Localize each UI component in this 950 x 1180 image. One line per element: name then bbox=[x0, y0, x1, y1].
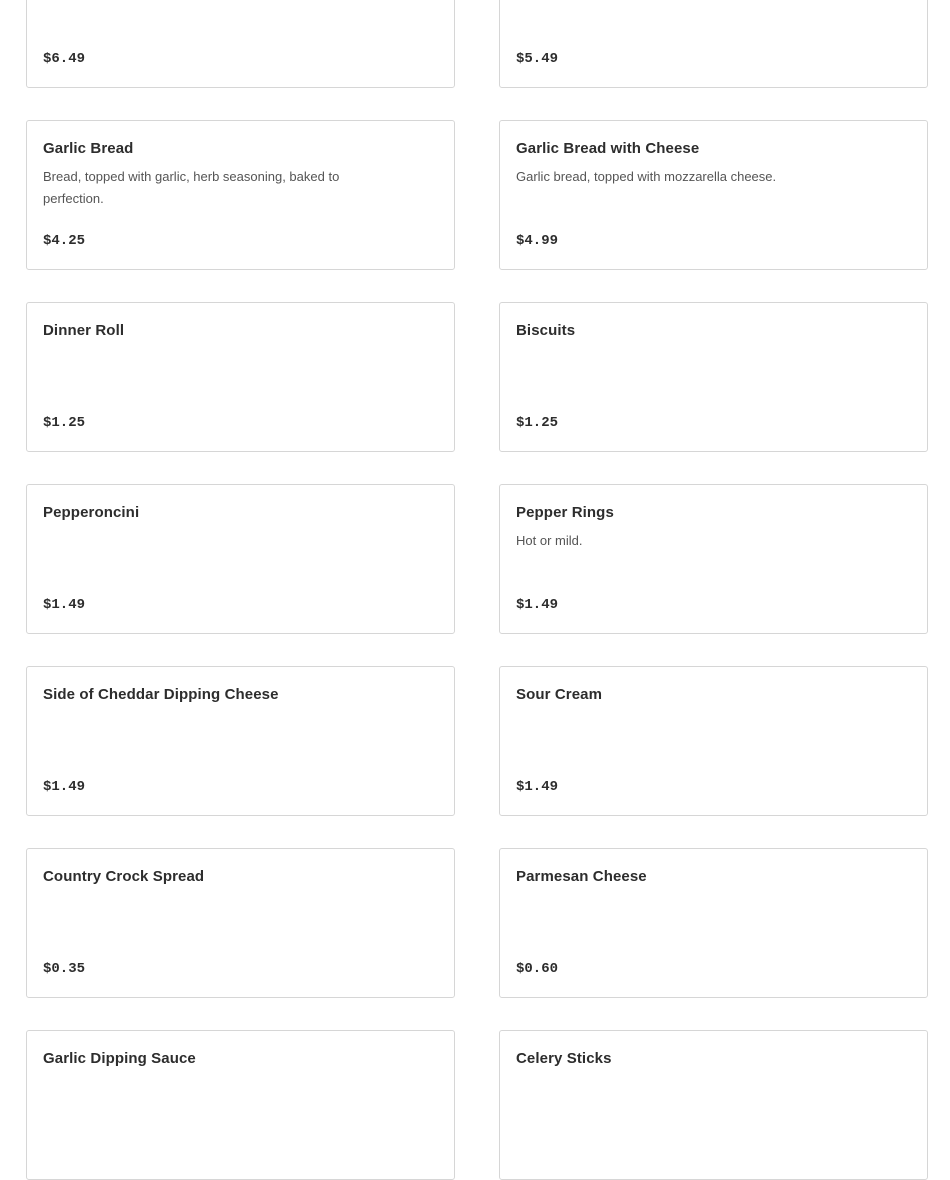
item-price: $1.25 bbox=[516, 415, 559, 431]
menu-item-card[interactable] bbox=[499, 1030, 928, 1180]
item-price: $4.25 bbox=[43, 233, 86, 249]
item-price: $0.35 bbox=[43, 961, 86, 977]
menu-item-card[interactable] bbox=[26, 848, 455, 998]
item-name: Garlic Dipping Sauce bbox=[43, 1050, 196, 1067]
item-name: Country Crock Spread bbox=[43, 868, 205, 885]
item-name: Celery Sticks bbox=[516, 1050, 612, 1067]
item-name: Side of Cheddar Dipping Cheese bbox=[43, 686, 279, 703]
item-price: $1.25 bbox=[43, 415, 86, 431]
menu-item-card[interactable] bbox=[499, 120, 928, 270]
item-name: Sour Cream bbox=[516, 686, 603, 703]
item-price: $1.49 bbox=[516, 597, 559, 613]
menu-item-card[interactable] bbox=[26, 0, 455, 88]
menu-item-card[interactable] bbox=[26, 666, 455, 816]
item-name: Dinner Roll bbox=[43, 322, 125, 339]
item-name: Pepper Rings bbox=[516, 504, 614, 521]
item-price: $0.60 bbox=[516, 961, 559, 977]
menu-item-card[interactable] bbox=[499, 302, 928, 452]
item-price: $1.49 bbox=[516, 779, 559, 795]
item-price: $6.49 bbox=[43, 51, 86, 67]
menu-item-card[interactable] bbox=[499, 848, 928, 998]
item-description: Garlic bread, topped with mozzarella cheese. bbox=[516, 169, 777, 184]
item-price: $1.49 bbox=[43, 597, 86, 613]
menu-item-card[interactable] bbox=[26, 302, 455, 452]
item-description: Bread, topped with garlic, herb seasoning, baked to perfection. bbox=[43, 169, 340, 206]
menu-item-card[interactable] bbox=[26, 1030, 455, 1180]
item-name: Pepperoncini bbox=[43, 504, 140, 521]
item-name: Garlic Bread bbox=[43, 140, 134, 157]
item-name: Parmesan Cheese bbox=[516, 868, 647, 885]
item-price: $5.49 bbox=[516, 51, 559, 67]
menu-item-card[interactable] bbox=[499, 0, 928, 88]
item-price: $4.99 bbox=[516, 233, 559, 249]
item-name: Biscuits bbox=[516, 322, 576, 339]
menu-item-card[interactable] bbox=[26, 120, 455, 270]
item-name: Garlic Bread with Cheese bbox=[516, 140, 700, 157]
menu-item-card[interactable] bbox=[499, 484, 928, 634]
item-description: Hot or mild. bbox=[516, 533, 583, 548]
menu-item-card[interactable] bbox=[26, 484, 455, 634]
menu-item-card[interactable] bbox=[499, 666, 928, 816]
item-price: $1.49 bbox=[43, 779, 86, 795]
